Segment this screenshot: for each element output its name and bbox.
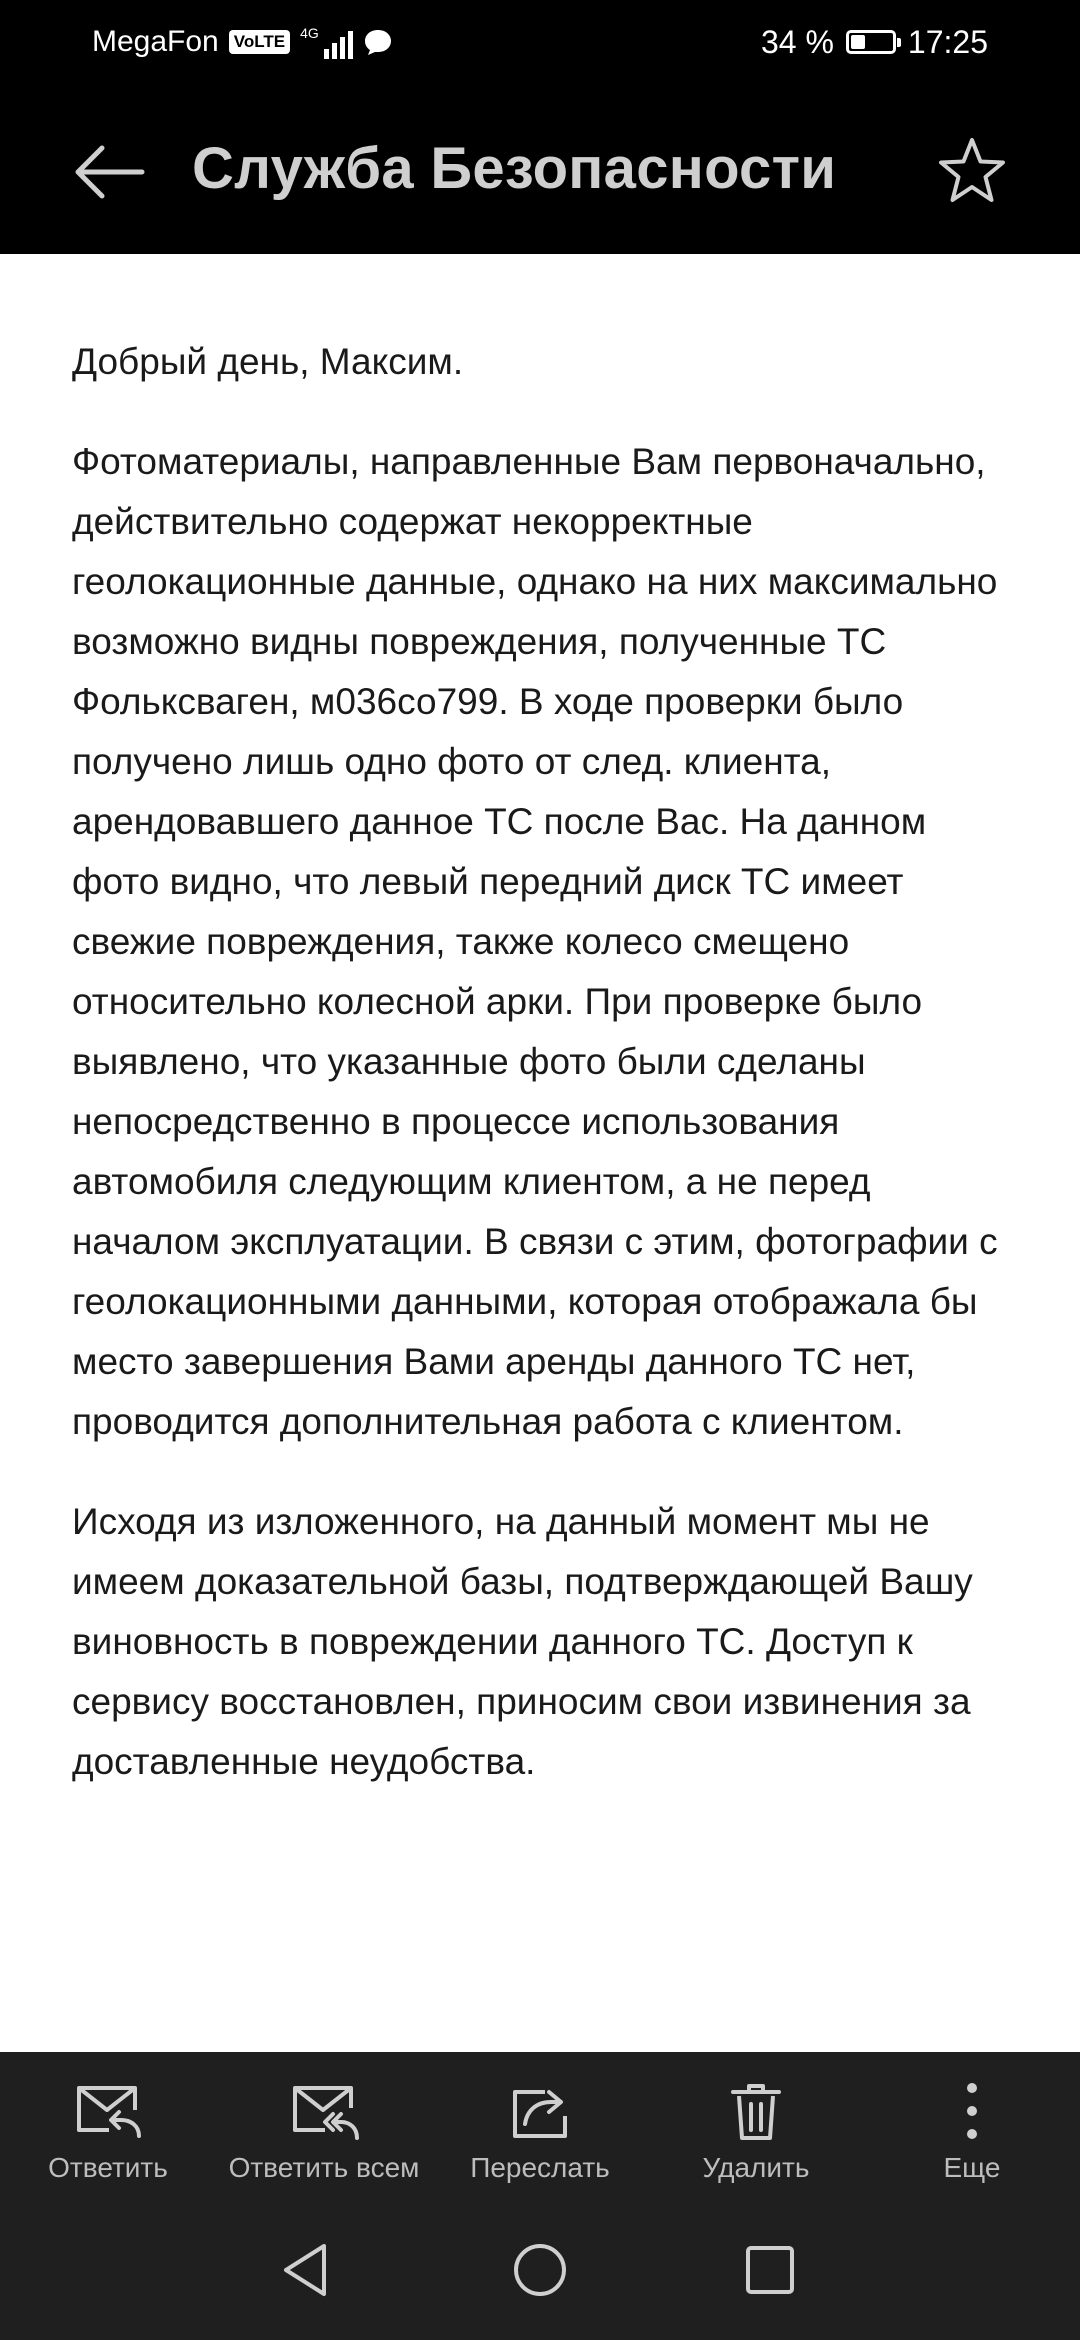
reply-button[interactable] [0, 2052, 216, 2202]
reply-all-label: Ответить всем [228, 2152, 420, 2183]
reply-all-mail-icon [289, 2080, 359, 2142]
forward-label: Переслать [470, 2152, 610, 2183]
status-bar [0, 0, 1080, 84]
action-bar [0, 2052, 1080, 2202]
message-icon [363, 28, 393, 56]
status-right [761, 0, 988, 84]
status-left [92, 0, 393, 84]
carrier-name: MegaFon [92, 25, 219, 58]
page-title: Служба Безопасности [192, 136, 837, 201]
forward-icon [505, 2080, 575, 2142]
system-nav-bar [0, 2202, 1080, 2340]
delete-button[interactable] [648, 2052, 864, 2202]
app-bar [0, 84, 1080, 254]
network-type: 4G [300, 25, 319, 41]
email-body [72, 332, 1022, 1832]
forward-button[interactable] [432, 2052, 648, 2202]
nav-back-icon[interactable] [276, 2238, 340, 2302]
email-paragraph-main: Фотоматериалы, направленные Вам первоначально, действительно содержат некорректные геолокационные данные, однако на них максимально возможно видны повреждения, полученные ТС Фольксваген, м036со799. В ходе проверки было получено лишь одно фото от след. клиента, арендовавшего данное ТС после Вас. На данном фото видно, что левый передний диск ТС имеет свежие повреждения, также колесо смещено относительно колесной арки. При проверке было выявлено, что указанные фото были сделаны непосредственно в процессе использования автомобиля следующим клиентом, а не перед началом эксплуатации. В связи с этим, фотографии с геолокационными данными, которая отображала бы место завершения Вами аренды данного ТС нет, проводится дополнительная работа с клиентом. [72, 441, 998, 1442]
star-outline-icon[interactable] [934, 134, 1010, 210]
nav-home-icon[interactable] [508, 2238, 572, 2302]
battery-percent: 34 % [760, 23, 834, 60]
arrow-left-icon[interactable] [70, 132, 150, 212]
volte-badge: VoLTE [229, 30, 290, 54]
email-paragraph-conclusion: Исходя из изложенного, на данный момент мы не имеем доказательной базы, подтверждающей Вашу виновность в повреждении данного ТС. Доступ к сервису восстановлен, приносим свои извинения за доставленные неудобства. [72, 1501, 973, 1782]
delete-label: Удалить [702, 2152, 810, 2183]
clock: 17:25 [907, 23, 988, 60]
email-paragraph-greeting: Добрый день, Максим. [72, 341, 464, 382]
battery-icon [846, 30, 896, 54]
nav-recents-icon[interactable] [738, 2238, 802, 2302]
signal-icon [300, 25, 353, 59]
more-vertical-icon [937, 2080, 1007, 2142]
reply-all-button[interactable] [216, 2052, 432, 2202]
reply-mail-icon [73, 2080, 143, 2142]
more-button[interactable] [864, 2052, 1080, 2202]
trash-icon [721, 2080, 791, 2142]
more-label: Еще [943, 2152, 1001, 2183]
reply-label: Ответить [48, 2152, 168, 2183]
